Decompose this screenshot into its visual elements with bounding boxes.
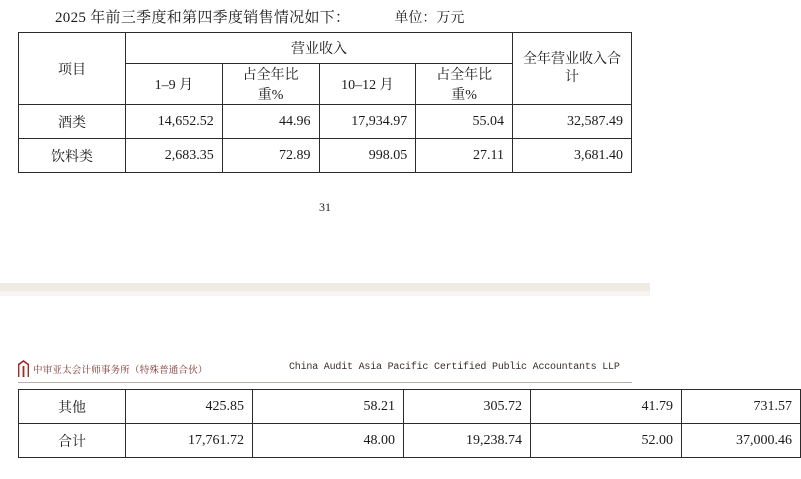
letterhead-chinese: 中审亚太会计师事务所（特殊普通合伙） <box>33 366 208 376</box>
header-sub-q4-pct: 占全年比重% <box>416 64 513 105</box>
table-header-row-1 <box>19 33 632 64</box>
page-number: 31 <box>319 200 331 214</box>
section-heading-row <box>0 6 650 27</box>
cell-q1q3-pct: 72.89 <box>222 139 319 173</box>
sales-table-bottom <box>18 389 801 458</box>
sales-table-top <box>18 32 632 173</box>
cell-q4-pct: 55.04 <box>416 105 513 139</box>
row-label-sum: 合计 <box>19 424 126 458</box>
cell-total: 37,000.46 <box>682 424 801 458</box>
table-row <box>19 424 801 458</box>
page-title: 2025 年前三季度和第四季度销售情况如下： <box>55 10 351 26</box>
cell-q4: 305.72 <box>404 390 531 424</box>
cell-q1q3: 425.85 <box>126 390 253 424</box>
header-sub-q1q3: 1–9 月 <box>126 64 223 105</box>
row-label-beverage: 饮料类 <box>19 139 126 173</box>
row-label-other: 其他 <box>19 390 126 424</box>
header-sub-q1q3-pct: 占全年比重% <box>222 64 319 105</box>
header-revenue-group: 营业收入 <box>126 33 513 64</box>
letterhead-divider <box>18 382 632 383</box>
document-page-top <box>0 0 650 283</box>
cell-total: 32,587.49 <box>513 105 632 139</box>
unit-label: 单位：万元 <box>394 11 465 26</box>
header-item: 项目 <box>19 33 126 105</box>
firm-logo-icon <box>17 360 30 378</box>
cell-q1q3-pct: 58.21 <box>253 390 404 424</box>
cell-q1q3: 2,683.35 <box>126 139 223 173</box>
table-row <box>19 105 632 139</box>
document-page-bottom <box>0 296 792 479</box>
header-year-total: 全年营业收入合计 <box>513 33 632 105</box>
cell-q1q3-pct: 44.96 <box>222 105 319 139</box>
cell-q4-pct: 52.00 <box>531 424 682 458</box>
cell-q4: 19,238.74 <box>404 424 531 458</box>
cell-q1q3: 17,761.72 <box>126 424 253 458</box>
cell-q4: 998.05 <box>319 139 416 173</box>
row-label-liquor: 酒类 <box>19 105 126 139</box>
letterhead <box>0 358 650 384</box>
header-sub-q4: 10–12 月 <box>319 64 416 105</box>
cell-q4-pct: 41.79 <box>531 390 682 424</box>
page-separator <box>0 283 650 291</box>
cell-q1q3-pct: 48.00 <box>253 424 404 458</box>
cell-total: 3,681.40 <box>513 139 632 173</box>
table-row <box>19 390 801 424</box>
cell-q1q3: 14,652.52 <box>126 105 223 139</box>
cell-total: 731.57 <box>682 390 801 424</box>
cell-q4: 17,934.97 <box>319 105 416 139</box>
letterhead-english: China Audit Asia Pacific Certified Public Accountants LLP <box>289 362 620 373</box>
cell-q4-pct: 27.11 <box>416 139 513 173</box>
table-row <box>19 139 632 173</box>
